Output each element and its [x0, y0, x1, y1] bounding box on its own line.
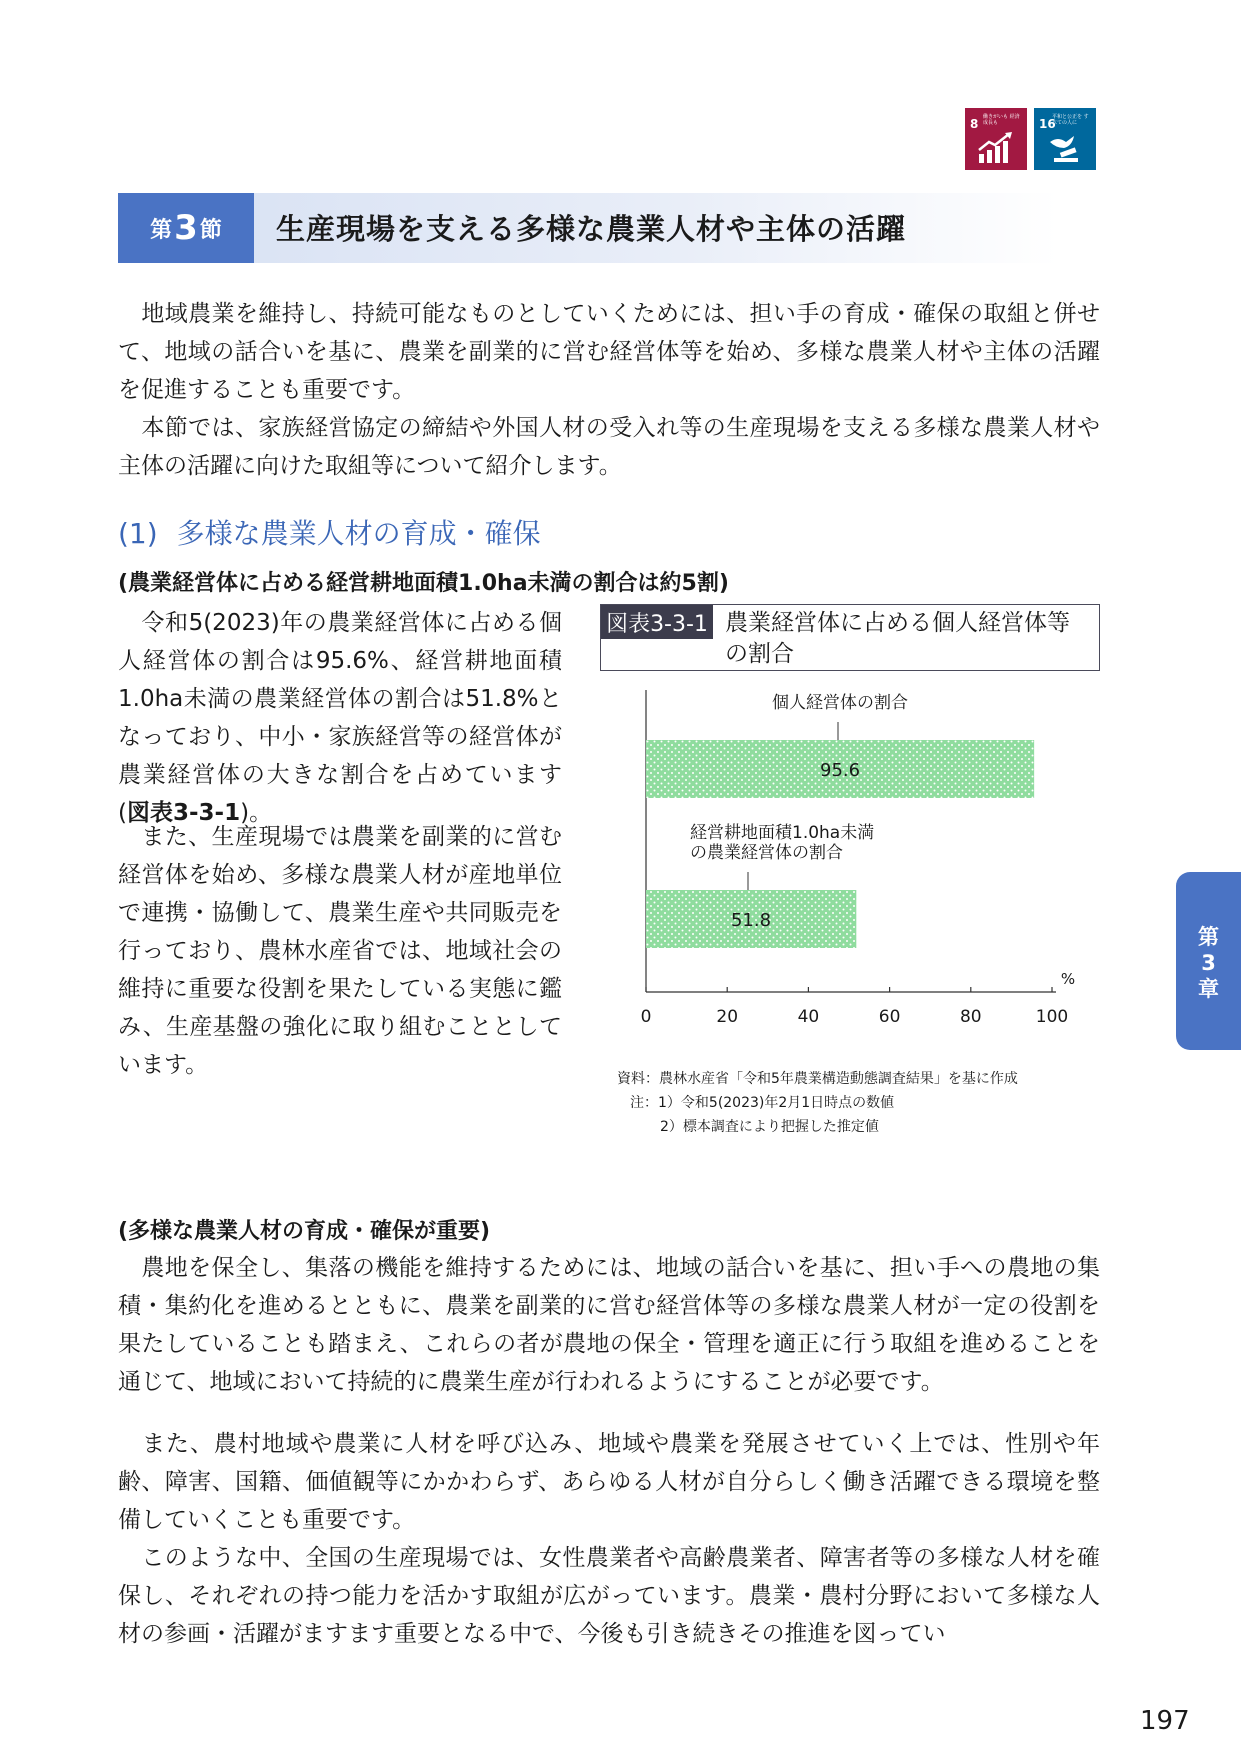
footnote-2: 2）標本調査により把握した推定値 — [660, 1119, 879, 1135]
source-note: 資料：農林水産省「令和5年農業構造動態調査結果」を基に作成 — [617, 1071, 1018, 1087]
bar-value-label: 51.8 — [730, 910, 772, 931]
figure-reference: 図表3-3-1 — [126, 800, 241, 826]
sdg-badge-16 — [1034, 108, 1096, 170]
sdg-text: 平和と公正を すべての人に — [1052, 114, 1089, 126]
figure-label: 図表3-3-1 — [601, 605, 713, 639]
sdg-number: 8 — [970, 117, 979, 131]
heading-a: (農業経営体に占める経営耕地面積1.0ha未満の割合は約5割) — [118, 571, 729, 596]
heading-b: (多様な農業人材の育成・確保が重要) — [118, 1219, 491, 1244]
dove-gavel-icon — [1046, 132, 1084, 164]
section-title: 生産現場を支える多様な農業人材や主体の活躍 — [276, 212, 907, 246]
section-badge-number: 3 — [174, 208, 198, 248]
page-number: 197 — [1140, 1706, 1190, 1736]
growth-chart-icon — [977, 132, 1015, 164]
body-a-paragraph-1 — [118, 604, 562, 832]
body-a-tail: )。 — [240, 800, 273, 826]
x-tick-label: 40 — [797, 1007, 820, 1027]
bar-chart — [600, 680, 1100, 1035]
subsection-heading — [118, 512, 541, 552]
sdg-badge-8 — [965, 108, 1027, 170]
footnote-1: 注：1）令和5(2023)年2月1日時点の数値 — [630, 1095, 895, 1111]
intro-paragraph-1: 地域農業を維持し、持続可能なものとしていくためには、担い手の育成・確保の取組と併せて、地域の話合いを基に、農業を副業的に営む経営体等を始め、多様な農業人材や主体の活躍を促進することも重要です。 — [118, 301, 1101, 403]
chapter-tab-char: 章 — [1198, 977, 1219, 1001]
category-label: 個人経営体の割合 — [772, 693, 908, 713]
category-label: 経営耕地面積1.0ha未満 — [690, 823, 875, 843]
section-badge — [118, 193, 254, 263]
sdg-text: 働きがいも 経済成長も — [983, 114, 1020, 126]
chapter-tab-char: 第 — [1198, 925, 1219, 949]
subsection-title: 多様な農業人材の育成・確保 — [176, 517, 541, 550]
subsection-number: (1) — [118, 517, 158, 550]
x-tick-label: 60 — [878, 1007, 901, 1027]
x-axis-unit: % — [1060, 970, 1076, 988]
body-a-paragraph-2: また、生産現場では農業を副業的に営む経営体を始め、多様な農業人材が産地単位で連携・協働して、農業生産や共同販売を行っており、農林水産省では、地域社会の維持に重要な役割を果たしている実態に鑑み、生産基盤の強化に取り組むこととしています。 — [118, 824, 562, 1078]
x-tick-label: 0 — [640, 1007, 652, 1027]
x-tick-label: 80 — [959, 1007, 982, 1027]
figure-title-box — [600, 604, 1100, 671]
x-tick-label: 20 — [716, 1007, 739, 1027]
section-badge-prefix: 第 — [150, 217, 173, 243]
body-a-text: 令和5(2023)年の農業経営体に占める個人経営体の割合は95.6%、経営耕地面積1.0ha未満の農業経営体の割合は51.8%となっており、中小・家族経営等の経営体が農業経営体の大きな割合を占めています( — [118, 610, 562, 826]
chapter-tab-char: 3 — [1201, 951, 1216, 975]
body-b-paragraph-2: また、農村地域や農業に人材を呼び込み、地域や農業を発展させていく上では、性別や年齢、障害、国籍、価値観等にかかわらず、あらゆる人材が自分らしく働き活躍できる環境を整備していくことも重要です。 — [118, 1431, 1100, 1533]
category-label: の農業経営体の割合 — [690, 843, 843, 863]
figure-title: 農業経営体に占める個人経営体等の割合 — [725, 610, 1070, 667]
sdg-number: 16 — [1039, 117, 1056, 131]
section-badge-suffix: 節 — [199, 217, 222, 243]
chapter-tab — [1176, 872, 1241, 1050]
x-tick-label: 100 — [1035, 1007, 1069, 1027]
bar-value-label: 95.6 — [820, 760, 861, 781]
intro-paragraph-2: 本節では、家族経営協定の締結や外国人材の受入れ等の生産現場を支える多様な農業人材や主体の活躍に向けた取組等について紹介します。 — [118, 415, 1101, 479]
body-b-paragraph-1: 農地を保全し、集落の機能を維持するためには、地域の話合いを基に、担い手への農地の集積・集約化を進めるとともに、農業を副業的に営む経営体等の多様な農業人材が一定の役割を果たしていることも踏まえ、これらの者が農地の保全・管理を適正に行う取組を進めることを通じて、地域において持続的に農業生産が行われるようにすることが必要です。 — [118, 1255, 1101, 1395]
section-header — [118, 193, 1058, 263]
body-b-paragraph-3: このような中、全国の生産現場では、女性農業者や高齢農業者、障害者等の多様な人材を確保し、それぞれの持つ能力を活かす取組が広がっています。農業・農村分野において多様な人材の参画・活躍がますます重要となる中で、今後も引き続きその推進を図ってい — [118, 1545, 1101, 1647]
